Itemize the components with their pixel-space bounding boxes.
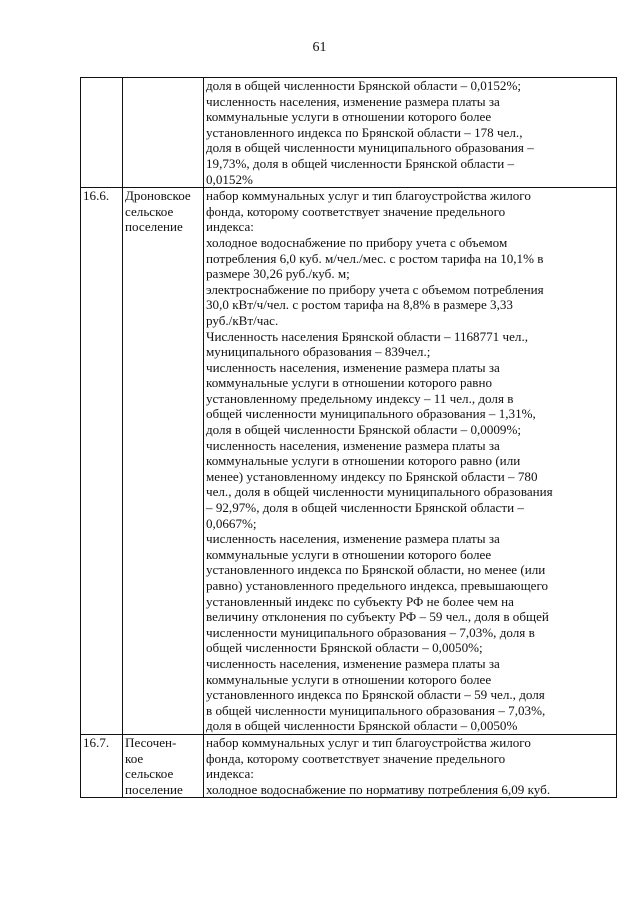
description-line: 19,73%, доля в общей численности Брянской области – [206,155,515,171]
table-body [81,78,617,798]
description-line: доля в общей численности Брянской области – 0,0009%; [206,422,522,438]
description-line: 0,0667%; [206,515,257,531]
description-line: набор коммунальных услуг и тип благоустройства жилого [206,734,531,750]
page-number: 61 [312,40,327,55]
description-line: размере 30,26 руб./куб. м; [206,266,350,282]
description-line: доля в общей численности муниципального образования – [206,140,534,156]
description-line: муниципального образования – 839чел.; [206,344,431,360]
description-line: установленного индекса по Брянской области – 59 чел., доля [206,687,545,703]
description-line: численности муниципального образования – 7,03%, доля в [206,624,535,640]
description-line: установленному предельному индексу – 11 чел., доля в [206,390,514,406]
description-line: индекса: [206,219,254,235]
description-line: 0,0152% [206,171,253,187]
description-line: установленного индекса по Брянской области, но менее (или [206,562,546,578]
description-line: численность населения, изменение размера платы за [206,655,500,671]
description-line: набор коммунальных услуг и тип благоустройства жилого [206,188,531,204]
description-line: величину отклонения по субъекту РФ – 59 чел., доля в общей [206,609,549,625]
section-number-cell: 16.7. [81,734,123,797]
section-number-cell [81,78,123,188]
description-line: чел., доля в общей численности муниципального образования [206,484,553,500]
description-line: общей численности Брянской области – 0,0050%; [206,640,483,656]
settlement-name-cell [123,78,204,188]
description-line: коммунальные услуги в отношении которого более [206,546,492,562]
description-line: – 92,97%, доля в общей численности Брянской области – [206,500,524,516]
description-line: коммунальные услуги в отношении которого равно [206,375,493,391]
settlement-name-line: поселение [125,781,183,797]
settlement-name-line: сельское [125,203,174,219]
settlement-name-line: Дроновское [125,188,191,204]
description-line: коммунальные услуги в отношении которого более [206,109,492,125]
table-row [81,78,617,188]
table-row [81,734,617,797]
description-line: общей численности муниципального образования – 1,31%, [206,406,536,422]
table-row [81,188,617,735]
description-line: равно) установленного предельного индекса, превышающего [206,578,549,593]
description-line: доля в общей численности Брянской области – 0,0152%; [206,78,522,93]
settlement-name-cell [123,734,204,797]
description-line: 30,0 кВт/ч/чел. с ростом тарифа на 8,8% в размере 3,33 [206,297,513,313]
description-cell [204,734,617,797]
settlement-name-line: поселение [125,219,183,235]
description-line: менее) установленному индексу по Брянской области – 780 [206,468,538,484]
description-line: коммунальные услуги в отношении которого более [206,671,492,687]
description-line: установленного индекса по Брянской области – 178 чел., [206,124,523,140]
settlement-name-line: сельское [125,766,174,782]
settlement-name-line: Песочен- [125,734,177,750]
description-line: доля в общей численности Брянской области – 0,0050% [206,718,518,734]
description-cell [204,188,617,735]
description-cell [204,78,617,188]
description-line: коммунальные услуги в отношении которого равно (или [206,453,521,469]
description-line: в общей численности муниципального образования – 7,03%, [206,702,546,718]
description-line: численность населения, изменение размера платы за [206,531,500,547]
description-line: руб./кВт/час. [206,312,279,328]
description-line: электроснабжение по прибору учета с объемом потребления [206,281,544,297]
section-number-cell: 16.6. [81,188,123,735]
description-line: фонда, которому соответствует значение предельного [206,750,506,766]
description-line: численность населения, изменение размера платы за [206,437,500,453]
tariff-table [80,77,617,798]
description-line: численность населения, изменение размера платы за [206,93,500,109]
description-line: индекса: [206,766,254,782]
description-line: холодное водоснабжение по прибору учета с объемом [206,234,508,250]
settlement-name-cell [123,188,204,735]
description-line: фонда, которому соответствует значение предельного [206,203,506,219]
settlement-name-line: кое [125,750,144,766]
description-line: установленный индекс по субъекту РФ не более чем на [206,593,514,609]
description-line: Численность населения Брянской области – 1168771 чел., [206,328,528,344]
description-line: холодное водоснабжение по нормативу потребления 6,09 куб. [206,781,551,797]
description-line: численность населения, изменение размера платы за [206,359,500,375]
description-line: потребления 6,0 куб. м/чел./мес. с ростом тарифа на 10,1% в [206,250,544,266]
